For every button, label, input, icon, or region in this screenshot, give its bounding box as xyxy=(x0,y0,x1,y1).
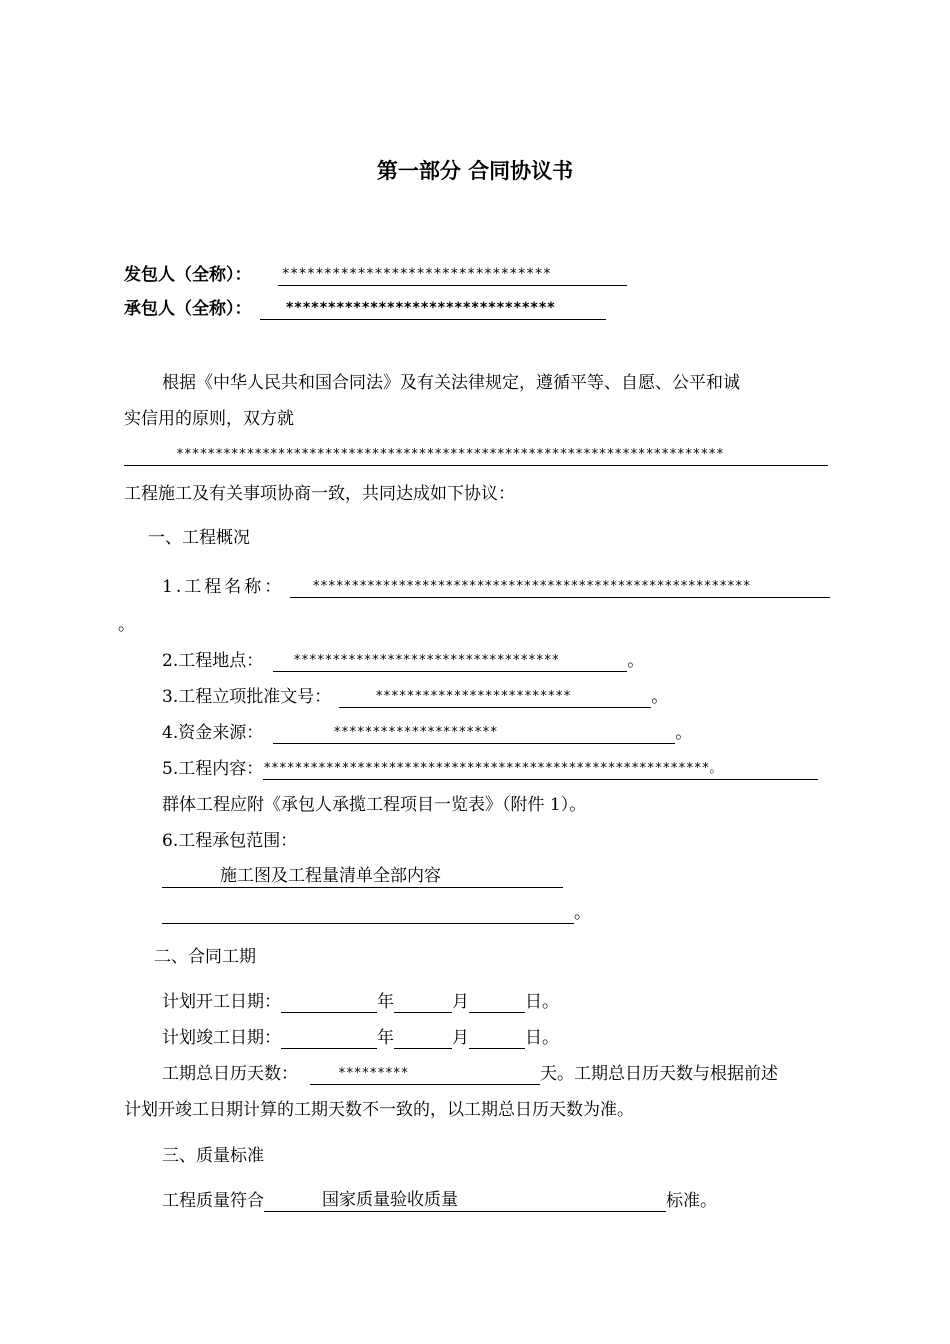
scope-blank xyxy=(162,902,574,924)
approval-value: ************************* xyxy=(339,686,651,708)
finish-month-blank xyxy=(394,1027,452,1049)
scope-end: 。 xyxy=(574,903,591,923)
scope-line-1 xyxy=(162,866,563,888)
location-end: 。 xyxy=(627,651,645,671)
page-title: 第一部分 合同协议书 xyxy=(376,158,574,183)
year-label: 年 xyxy=(377,1028,394,1048)
approval-line xyxy=(162,686,668,708)
section-3-heading: 三、质量标准 xyxy=(162,1146,264,1166)
contractor-label: 承包人（全称）： xyxy=(124,299,252,319)
quality-value: 国家质量验收质量 xyxy=(264,1190,666,1212)
funding-end: 。 xyxy=(675,723,693,743)
start-year-blank xyxy=(281,991,377,1013)
employer-line xyxy=(124,264,627,286)
location-value: ********************************** xyxy=(273,650,627,672)
content-line xyxy=(162,758,818,780)
funding-value: ********************* xyxy=(273,722,675,744)
project-name-line xyxy=(162,576,830,598)
total-days-value: ********* xyxy=(310,1063,540,1085)
total-days-line xyxy=(162,1063,778,1085)
intro-line-3: 工程施工及有关事项协商一致，共同达成如下协议： xyxy=(124,484,515,504)
scope-label: 6.工程承包范围： xyxy=(162,831,298,851)
project-name-label: 1.工程名称： xyxy=(162,577,285,597)
start-date-line xyxy=(162,991,559,1013)
quality-line xyxy=(162,1190,717,1212)
intro-line-2: 实信用的原则，双方就 xyxy=(124,409,294,429)
employer-label: 发包人（全称）： xyxy=(124,265,252,285)
contractor-value: ******************************** xyxy=(260,298,606,320)
approval-end: 。 xyxy=(651,687,669,707)
employer-value: ******************************** xyxy=(278,264,627,286)
funding-label: 4.资金来源： xyxy=(162,723,264,743)
project-name-end: 。 xyxy=(118,615,135,635)
total-days-label: 工期总日历天数： xyxy=(162,1064,298,1084)
day-label: 日。 xyxy=(525,1028,559,1048)
year-label: 年 xyxy=(377,992,394,1012)
month-label: 月 xyxy=(452,1028,469,1048)
project-line xyxy=(124,444,828,466)
finish-date-line xyxy=(162,1027,559,1049)
total-days-line-2: 计划开竣工日期计算的工期天数不一致的，以工期总日历天数为准。 xyxy=(124,1100,634,1120)
section-1-heading: 一、工程概况 xyxy=(148,528,250,548)
finish-day-blank xyxy=(469,1027,525,1049)
intro-line-1: 根据《中华人民共和国合同法》及有关法律规定，遵循平等、自愿、公平和诚 xyxy=(162,373,740,393)
project-name-value: ********************************************************************** xyxy=(124,444,828,466)
location-line xyxy=(162,650,644,672)
content-label: 5.工程内容： xyxy=(162,759,264,779)
contractor-line xyxy=(124,298,606,320)
total-days-rest: 天。工期总日历天数与根据前述 xyxy=(540,1064,778,1084)
month-label: 月 xyxy=(452,992,469,1012)
section-2-heading: 二、合同工期 xyxy=(154,947,256,967)
finish-date-label: 计划竣工日期： xyxy=(162,1028,281,1048)
location-label: 2.工程地点： xyxy=(162,651,264,671)
scope-line-2 xyxy=(162,902,591,924)
quality-label: 工程质量符合 xyxy=(162,1191,264,1211)
approval-label: 3.工程立项批准文号： xyxy=(162,687,332,707)
start-day-blank xyxy=(469,991,525,1013)
scope-value: 施工图及工程量清单全部内容 xyxy=(162,866,563,888)
finish-year-blank xyxy=(281,1027,377,1049)
content-value: *********************************************************。 xyxy=(263,758,818,780)
start-month-blank xyxy=(394,991,452,1013)
start-date-label: 计划开工日期： xyxy=(162,992,281,1012)
funding-line xyxy=(162,722,692,744)
day-label: 日。 xyxy=(525,992,559,1012)
group-note: 群体工程应附《承包人承揽工程项目一览表》（附件 1）。 xyxy=(162,795,587,815)
quality-end: 标准。 xyxy=(666,1191,717,1211)
project-name-field: ******************************************************** xyxy=(290,576,830,598)
